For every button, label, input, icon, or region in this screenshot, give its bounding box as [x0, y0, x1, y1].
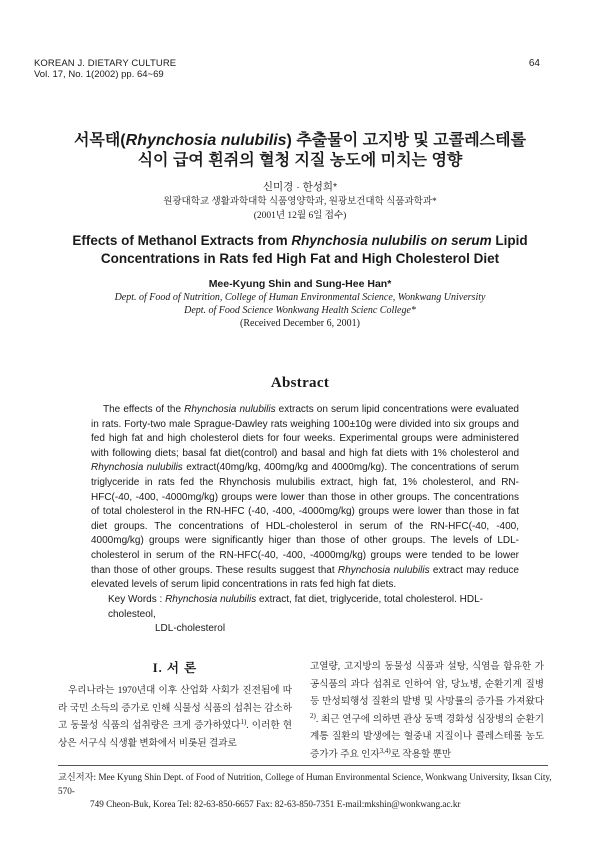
abstract-text-1: The effects of the: [103, 404, 185, 415]
english-affiliation-1: Dept. of Food of Nutrition, College of Human Environmental Science, Wonkwang University: [114, 292, 486, 303]
english-title-pre: Effects of Methanol Extracts from: [72, 233, 292, 248]
english-title-species: Rhynchosia nulubilis on serum: [291, 233, 492, 248]
abstract-text-4: extract may reduce elevated levels of serum lipid concentrations in rats fed high fat diets.: [91, 564, 519, 591]
keywords-label: Key Words :: [108, 594, 166, 605]
corresponding-author-footnote: [58, 771, 558, 812]
korean-authors: 신미경 · 한성희*: [262, 181, 338, 193]
journal-name: KOREAN J. DIETARY CULTURE: [34, 58, 177, 69]
abstract-heading: Abstract: [270, 375, 330, 391]
keywords-species: Rhynchosia nulubilis: [165, 594, 257, 605]
footnote-line2: 749 Cheon-Buk, Korea Tel: 82-63-850-6657 Fax: 82-63-850-7351 E-mail:mkshin@wonkwang.ac.kr: [90, 799, 461, 810]
intro-right-text-mid: . 최근 연구에 의하면 관상 동맥 경화성 심장병의 순환기 계통 질환의 발생에는 혈중내 지질이나 콜레스테롤 농도 증가가 주요 인자: [310, 713, 544, 760]
citation-sup: 3,4): [379, 746, 391, 755]
korean-title-species: Rhynchosia nulubilis: [125, 132, 287, 149]
english-affiliation-2: Dept. of Food Science Wonkwang Health Scienc College*: [184, 305, 416, 316]
keywords: [108, 593, 528, 637]
abstract-body: [91, 403, 519, 593]
intro-left-column: [58, 682, 292, 752]
intro-right-paragraph: [310, 658, 544, 764]
abstract-species-2: Rhynchosia nulubilis: [91, 462, 183, 474]
intro-right-text-post: 로 작용할 뿐만: [390, 748, 452, 760]
english-title-line2: Concentrations in Rats fed High Fat and High Cholesterol Diet: [100, 251, 500, 266]
korean-received-date: (2001년 12월 6일 접수): [253, 211, 347, 221]
korean-title-pre: 서목태(: [73, 132, 126, 149]
abstract-text-2: extracts on serum lipid concentrations were evaluated in rats. Forty-two male Sprague-Dawley rats weighing 100±10g were divided into six groups and fed high fat and high cholesterol diets for four weeks. Experimental groups were administered with following diets; basal fat diet(control) and basal and high fat diets with 1% cholesterol and: [91, 404, 519, 459]
intro-left-paragraph: [58, 682, 292, 752]
english-title-post: Lipid: [491, 233, 528, 248]
intro-left-text-post: . 이러한 현상은 서구식 식생활 변화에서 비롯된 결과로: [58, 720, 292, 749]
korean-title-post: ) 추출물이 고지방 및 고콜레스테롤: [286, 132, 527, 149]
korean-title-line2: 식이 급여 흰쥐의 혈청 지질 농도에 미치는 영향: [137, 152, 463, 169]
abstract-text-3: extract(40mg/kg, 400mg/kg and 4000mg/kg). The concentrations of serum triglyceride in rats fed the Rhynchosis mulubilis extract, high fat, 1% cholesterol, and RN-HFC(-40, -400, -4000mg/kg) groups were lower than those in other groups. The concentrations of total cholesterol in the RN-HFC (-40, -400, -4000mg/kg) groups were lower than those in fat diet groups. The concentrations of HDL-cholesterol in serum of the RN-HFC(-40, -400, 4000mg/kg) groups were significantly higer than those of other groups. The levels of LDL-cholesterol in serum of the RN-HFC(-40, -400, -4000mg/kg) groups were tended to be lower than those of other groups. These results suggest that: [91, 462, 519, 576]
intro-left-text-pre: 우리나라는 1970년대 이후 산업화 사회가 진전됨에 따라 국민 소득의 증가로 인해 식물성 식품의 섭취는 감소하고 동물성 식품의 섭취량은 크게 증가하였다: [58, 685, 292, 732]
korean-affiliation: 원광대학교 생활과학대학 식품영양학과, 원광보건대학 식품과학과*: [163, 197, 437, 207]
citation-sup: 2): [310, 711, 316, 720]
abstract-species-3: Rhynchosia nulubilis: [337, 564, 430, 576]
intro-right-text-pre: 고열량, 고지방의 동물성 식품과 설탕, 식염을 함유한 가공식품의 과다 섭취로 인하여 암, 당뇨병, 순환기계 질병 등 만성퇴행성 질환의 발병 및 사망률의 증가를 가져왔다: [310, 661, 544, 708]
page-number: 64: [528, 58, 540, 69]
citation-sup: 1): [240, 718, 247, 726]
footnote-line1: 교신저자: Mee Kyung Shin Dept. of Food of Nutrition, College of Human Environmental Science, Wonkwang University, Iksan City, 570-: [58, 772, 552, 796]
keywords-line2: LDL-cholesterol: [155, 623, 226, 635]
journal-volume: Vol. 17, No. 1(2002) pp. 64~69: [34, 69, 164, 80]
keywords-line1: [108, 593, 528, 622]
keywords-list: extract, fat diet, triglyceride, total cholesterol. HDL-cholesteol,: [108, 594, 483, 620]
intro-heading: I. 서 론: [152, 661, 198, 675]
english-title-line1: [0, 233, 600, 248]
english-authors: Mee-Kyung Shin and Sung-Hee Han*: [208, 278, 392, 290]
intro-right-column: [310, 658, 544, 764]
footnote-divider: [58, 765, 548, 766]
english-received-date: (Received December 6, 2001): [240, 318, 360, 329]
abstract-species-1: Rhynchosia nulubilis: [184, 404, 276, 415]
abstract-paragraph: [91, 403, 519, 593]
